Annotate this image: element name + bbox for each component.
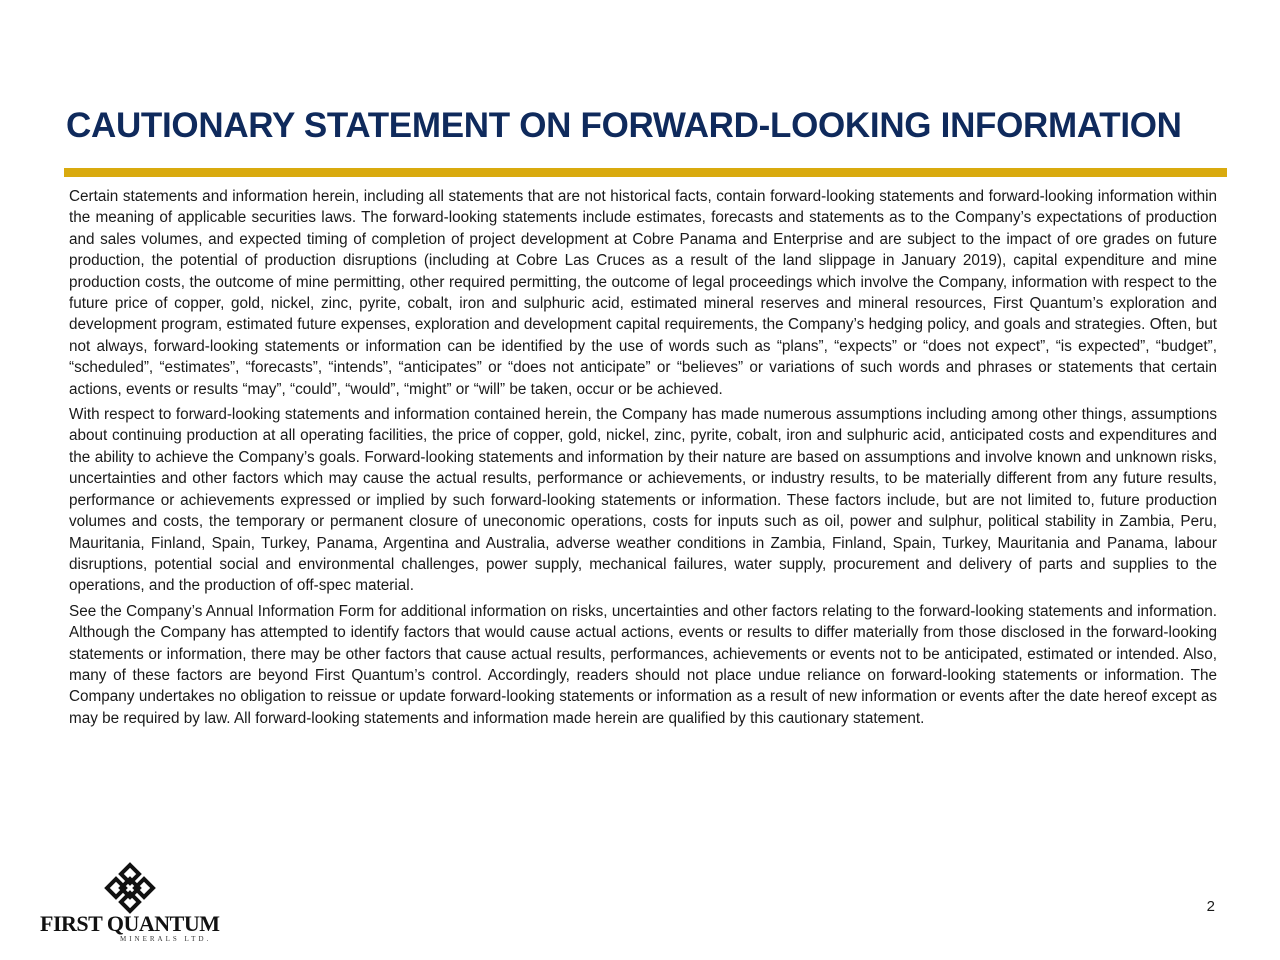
- logo-company-subtitle: MINERALS LTD.: [120, 935, 212, 943]
- logo-company-name: FIRST QUANTUM: [40, 911, 220, 936]
- slide-title: CAUTIONARY STATEMENT ON FORWARD-LOOKING INFORMATION: [66, 106, 1182, 145]
- first-quantum-diamond-logo-icon: [104, 862, 156, 914]
- company-logo: [40, 862, 220, 944]
- paragraph-assumptions: With respect to forward-looking statements and information contained herein, the Company has made numerous assumptions including among other things, assumptions about continuing production at all operating facilities, the price of copper, gold, nickel, zinc, pyrite, cobalt, iron and sulphuric acid, anticipated costs and expenditures and the ability to achieve the Company’s goals. Forward-looking statements and information by their nature are based on assumptions and involve known and unknown risks, uncertainties and other factors which may cause the actual results, performance or achievements, or industry results, to be materially different from any future results, performance or achievements expressed or implied by such forward-looking statements or information. These factors include, but are not limited to, future production volumes and costs, the temporary or permanent closure of uneconomic operations, costs for inputs such as oil, power and sulphur, political stability in Zambia, Peru, Mauritania, Finland, Spain, Turkey, Panama, Argentina and Australia, adverse weather conditions in Zambia, Finland, Spain, Turkey, Mauritania and Panama, labour disruptions, potential social and environmental challenges, power supply, mechanical failures, water supply, procurement and delivery of parts and supplies to the operations, and the production of off-spec material.: [69, 406, 1217, 595]
- paragraph-forward-looking-definition: Certain statements and information herein, including all statements that are not historical facts, contain forward-looking statements and forward-looking information within the meaning of applicable securities laws. The forward-looking statements include estimates, forecasts and statements as to the Company’s expectations of production and sales volumes, and expected timing of completion of project development at Cobre Panama and Enterprise and are subject to the impact of ore grades on future production, the potential of production disruptions (including at Cobre Las Cruces as a result of the land slippage in January 2019), capital expenditure and mine production costs, the outcome of mine permitting, other required permitting, the outcome of legal proceedings which involve the Company, information with respect to the future price of copper, gold, nickel, zinc, pyrite, cobalt, iron and sulphuric acid, estimated mineral reserves and mineral resources, First Quantum’s exploration and development program, estimated future expenses, exploration and development capital requirements, the Company’s hedging policy, and goals and strategies. Often, but not always, forward-looking statements or information can be identified by the use of words such as “plans”, “expects” or “does not expect”, “is expected”, “budget”, “scheduled”, “estimates”, “forecasts”, “intends”, “anticipates” or “does not anticipate” or “believes” or variations of such words and phrases or statements that certain actions, events or results “may”, “could”, “would”, “might” or “will” be taken, occur or be achieved.: [69, 188, 1217, 398]
- cautionary-statement-body: [69, 186, 1217, 733]
- paragraph-risk-factors: See the Company’s Annual Information Form for additional information on risks, uncertainties and other factors relating to the forward-looking statements and information. Although the Company has attempted to identify factors that would cause actual actions, events or results to differ materially from those disclosed in the forward-looking statements or information, there may be other factors that cause actual results, performances, achievements or events not to be anticipated, estimated or intended. Also, many of these factors are beyond First Quantum’s control. Accordingly, readers should not place undue reliance on forward-looking statements or information. The Company undertakes no obligation to reissue or update forward-looking statements or information as a result of new information or events after the date hereof except as may be required by law. All forward-looking statements and information made herein are qualified by this cautionary statement.: [69, 602, 1217, 727]
- title-underline-rule: [64, 168, 1227, 177]
- page-number: 2: [1206, 898, 1215, 915]
